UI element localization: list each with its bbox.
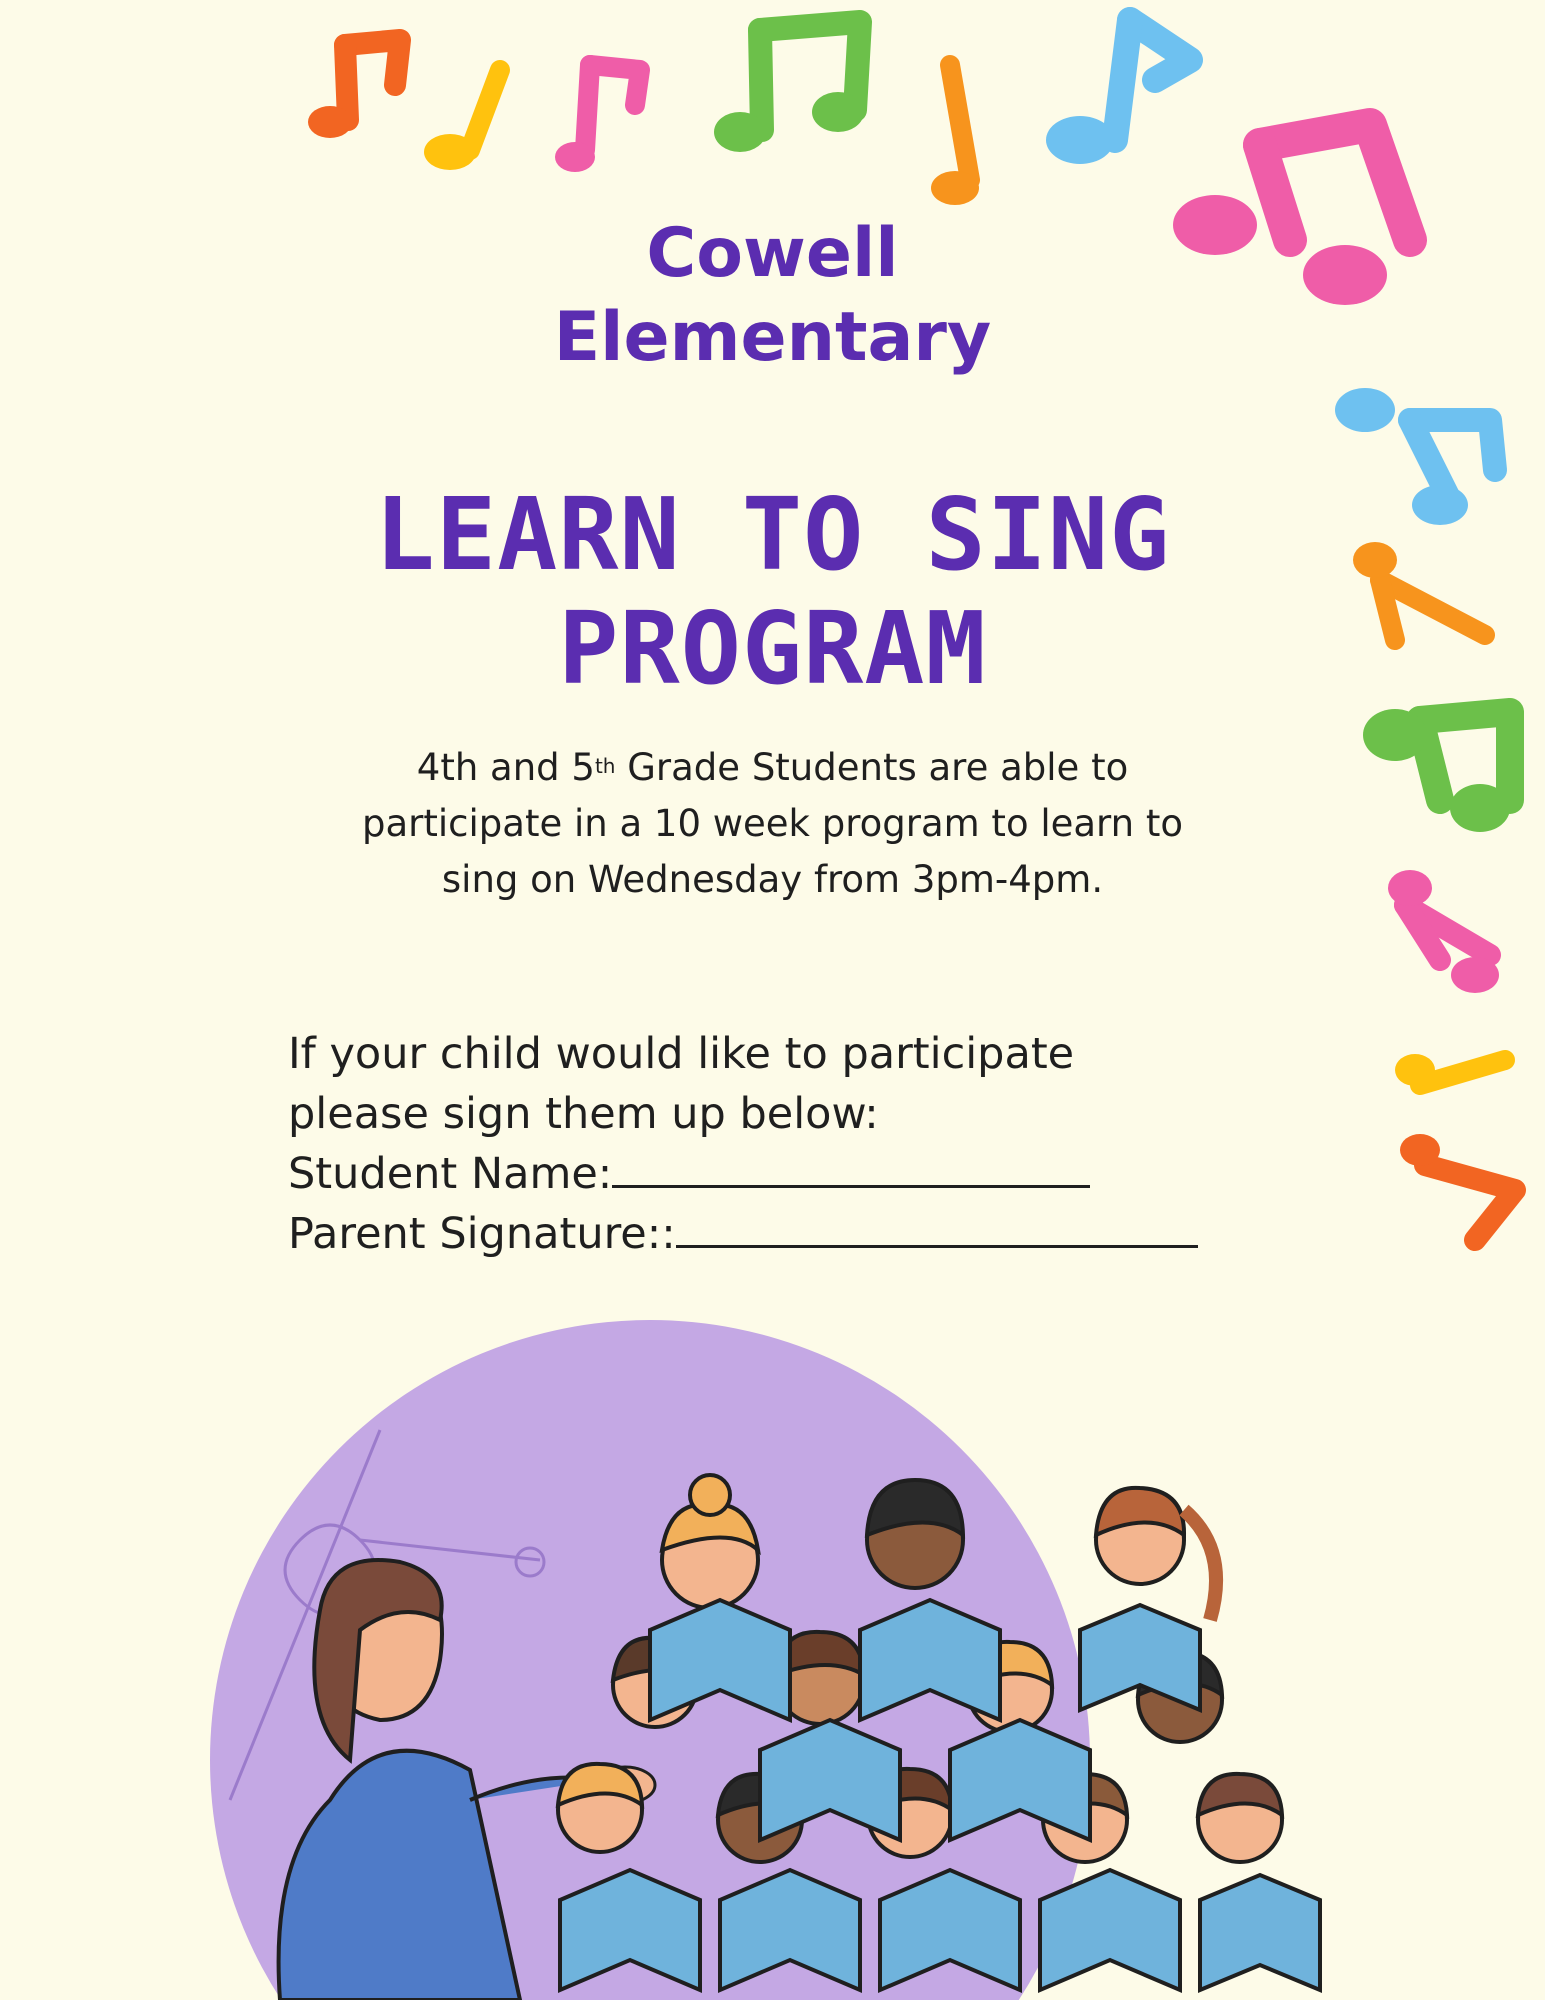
child — [1096, 1488, 1216, 1620]
signup-intro-line1: If your child would like to participate — [288, 1029, 1075, 1079]
child — [1198, 1774, 1282, 1862]
music-note-icon — [424, 70, 500, 170]
description-part1: 4th and 5 — [416, 746, 595, 789]
student-name-field[interactable] — [612, 1147, 1090, 1188]
title-line2: PROGRAM — [558, 590, 987, 707]
choir-illustration — [0, 1300, 1545, 2000]
music-note-icon — [931, 65, 979, 205]
songbook — [1200, 1875, 1320, 1990]
signup-form — [288, 1024, 1260, 1264]
music-note-icon — [555, 65, 640, 172]
music-note-icon — [1046, 20, 1190, 164]
child — [558, 1764, 642, 1852]
music-note-icon — [714, 22, 864, 152]
school-name-line1: Cowell — [646, 214, 899, 293]
parent-signature-label: Parent Signature:: — [288, 1209, 676, 1259]
description-part2: Grade Students are able to — [615, 746, 1129, 789]
music-note-icon — [1363, 709, 1510, 832]
school-name — [0, 212, 1545, 380]
student-name-label: Student Name: — [288, 1149, 613, 1199]
parent-signature-field[interactable] — [676, 1207, 1198, 1248]
music-note-icon — [308, 40, 400, 138]
signup-intro-line2: please sign them up below: — [288, 1089, 879, 1139]
student-name-row — [288, 1144, 1260, 1204]
description-line3: sing on Wednesday from 3pm-4pm. — [441, 858, 1104, 901]
music-note-icon — [1400, 1134, 1515, 1240]
description-sup: th — [594, 754, 616, 778]
description-line1 — [260, 740, 1285, 796]
child — [867, 1480, 963, 1588]
music-note-icon — [1388, 870, 1499, 993]
music-note-icon — [1395, 1054, 1505, 1086]
title-line1: LEARN TO SING — [374, 476, 1171, 593]
parent-signature-row — [288, 1204, 1260, 1264]
school-name-line2: Elementary — [553, 298, 992, 377]
page-title — [0, 478, 1545, 706]
description-line2: participate in a 10 week program to learn to — [362, 802, 1183, 845]
program-description — [260, 740, 1285, 908]
